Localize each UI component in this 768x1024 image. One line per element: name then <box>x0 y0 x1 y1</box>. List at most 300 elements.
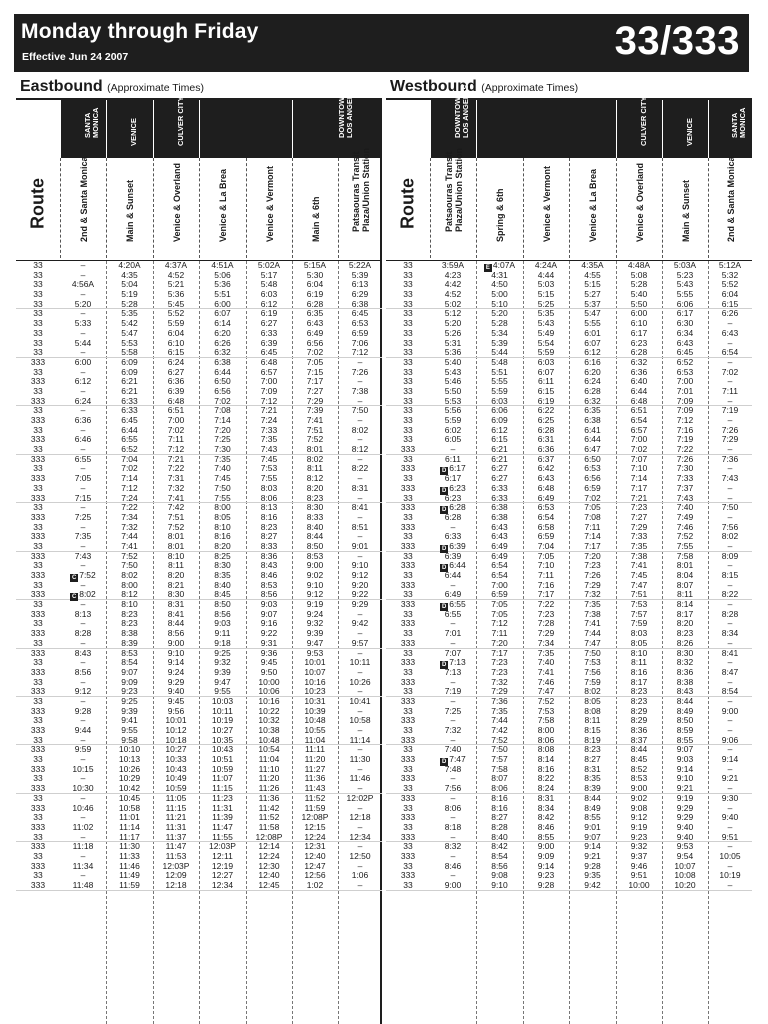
time-cell: 8:06 <box>491 783 508 794</box>
route-cell: 33 <box>33 327 43 338</box>
time-cell: 9:39 <box>121 705 138 716</box>
time-cell: 7:40 <box>537 657 555 668</box>
time-cell: 6:55 <box>121 434 138 445</box>
eastbound-title <box>20 78 204 96</box>
time-cell: 7:05 <box>491 608 508 619</box>
route-cell: 333 <box>400 637 416 648</box>
time-cell: 6:33 <box>444 531 462 542</box>
table-row <box>386 736 752 746</box>
route-cell: 333 <box>400 734 416 745</box>
time-cell: 7:53 <box>584 657 601 668</box>
time-cell: 5:02A <box>257 260 281 270</box>
table-row <box>386 629 752 639</box>
time-cell: 7:05 <box>491 599 508 610</box>
route-cell: 33 <box>33 657 43 668</box>
time-cell: 10:10 <box>118 744 141 755</box>
table-row <box>386 397 752 407</box>
route-cell: 33 <box>403 647 413 658</box>
time-cell: 5:35 <box>121 308 138 319</box>
time-cell: 6:32 <box>630 356 648 367</box>
route-cell: 33 <box>33 502 43 513</box>
time-cell: – <box>357 376 363 387</box>
time-cell: 7:45 <box>214 473 231 484</box>
time-cell: 7:59 <box>584 676 601 687</box>
time-cell: 6:09 <box>121 366 138 377</box>
time-cell: 5:21 <box>167 279 185 290</box>
time-cell: 12:40 <box>304 850 326 861</box>
time-cell: 6:21 <box>121 385 138 396</box>
table-row <box>386 552 752 562</box>
route-cell: 33 <box>33 792 43 803</box>
time-cell: 8:11 <box>168 560 184 571</box>
time-cell: 7:52 <box>491 734 508 745</box>
route-cell: 333 <box>400 502 416 513</box>
route-cell: 33 <box>33 812 43 823</box>
time-cell: – <box>80 850 86 861</box>
time-cell: 6:38 <box>584 415 601 425</box>
route-cell: 333 <box>400 773 416 784</box>
route-cell: 33 <box>403 327 413 338</box>
time-cell: – <box>357 647 363 658</box>
time-cell: 7:21 <box>260 405 278 416</box>
time-cell: 9:20 <box>351 579 369 590</box>
time-cell: 7:25 <box>214 434 231 445</box>
table-row <box>16 532 382 542</box>
table-row <box>386 455 752 465</box>
time-cell: 6:27 <box>260 318 278 329</box>
stop-name: Spring & 6th <box>495 188 505 242</box>
time-cell: 10:06 <box>258 686 280 697</box>
time-cell: 12:08P <box>301 812 329 823</box>
table-row <box>386 426 752 436</box>
time-cell: 5:50 <box>444 385 462 396</box>
time-cell: – <box>727 579 733 590</box>
time-cell: 5:28 <box>630 279 648 290</box>
time-cell: 5:20 <box>444 318 462 329</box>
time-cell: 8:04 <box>676 570 694 580</box>
table-row <box>386 833 752 843</box>
time-cell: 5:55 <box>676 289 694 300</box>
time-cell: 7:58 <box>537 715 555 726</box>
time-cell: 8:07 <box>491 773 508 784</box>
time-cell: 9:44 <box>74 725 92 735</box>
time-cell: 9:57 <box>351 637 369 648</box>
time-cell: 8:00 <box>121 579 138 590</box>
table-row <box>386 416 752 426</box>
table-row <box>386 678 752 688</box>
table-row <box>386 300 752 310</box>
area-group-label: VENICE <box>129 118 138 146</box>
time-cell: 7:52 <box>306 434 324 445</box>
route-cell: 333 <box>30 550 46 561</box>
time-cell: 9:02 <box>306 570 324 580</box>
time-cell: 10:05 <box>719 850 741 861</box>
time-cell: 1:06 <box>351 870 369 881</box>
table-row <box>386 697 752 707</box>
route-cell: 33 <box>33 754 43 765</box>
table-row <box>16 397 382 407</box>
time-cell: 7:15 <box>306 366 324 377</box>
time-cell: 8:43 <box>260 560 278 571</box>
time-cell: 6:50 <box>584 453 601 464</box>
time-cell: – <box>80 289 86 300</box>
time-cell: 6:16 <box>584 356 601 367</box>
time-cell: 9:28 <box>74 705 92 716</box>
time-cell: 9:03 <box>676 754 694 765</box>
schedule-header <box>14 14 749 72</box>
time-cell: 5:33 <box>74 318 92 329</box>
time-cell: 6:23 <box>630 337 648 348</box>
time-cell: – <box>727 783 733 794</box>
time-cell: 7:00 <box>676 376 694 387</box>
stop-name: Venice & Vermont <box>541 165 552 242</box>
table-row <box>386 435 752 445</box>
route-cell: 33 <box>33 269 43 280</box>
table-row <box>16 823 382 833</box>
time-cell: 5:32 <box>721 269 739 280</box>
stop-name: Main & 6th <box>310 196 321 242</box>
time-cell: 7:02 <box>584 492 601 503</box>
time-value: 6:28 <box>449 502 466 513</box>
route-cell: 33 <box>403 783 413 794</box>
area-group-culver-city <box>153 96 199 158</box>
time-cell: 5:53 <box>121 337 138 348</box>
time-cell: 6:43 <box>721 327 739 338</box>
time-cell: 11:52 <box>304 792 326 803</box>
time-cell: 5:27 <box>584 289 601 300</box>
time-cell: 7:37 <box>676 482 694 493</box>
time-cell: 9:35 <box>584 870 601 881</box>
route-cell: 333 <box>30 434 46 445</box>
table-row <box>386 726 752 736</box>
route-cell: 33 <box>403 666 413 677</box>
time-cell: 7:31 <box>167 473 185 484</box>
time-cell: – <box>80 715 86 726</box>
stop-header-2 <box>106 158 153 258</box>
time-cell: 7:10 <box>537 560 555 571</box>
route-cell: 33 <box>403 298 413 309</box>
table-row <box>386 368 752 378</box>
time-cell: 8:22 <box>537 773 555 784</box>
time-cell: 8:20 <box>214 540 231 551</box>
time-cell: 9:18 <box>214 637 231 648</box>
time-cell: 8:11 <box>677 589 693 600</box>
time-cell: 8:30 <box>676 647 694 658</box>
time-cell: 7:04 <box>537 540 555 551</box>
route-cell: 333 <box>30 783 46 794</box>
time-cell: 7:47 <box>537 686 555 697</box>
time-cell: 7:14 <box>584 531 601 542</box>
time-cell: 7:23 <box>491 657 508 668</box>
route-cell: 33 <box>33 540 43 551</box>
time-cell: 9:02 <box>630 792 648 803</box>
time-cell: 9:36 <box>260 647 278 658</box>
time-cell: 6:53 <box>676 366 694 377</box>
time-cell: 5:44 <box>491 347 508 358</box>
time-cell: 9:55 <box>214 686 231 697</box>
time-cell: 10:41 <box>349 695 371 706</box>
time-cell: 7:58 <box>491 763 508 774</box>
time-cell: 8:13 <box>260 502 278 513</box>
route-cell: 333 <box>30 570 46 580</box>
time-cell: 8:47 <box>721 666 739 677</box>
time-cell: – <box>80 366 86 377</box>
table-row <box>386 309 752 319</box>
area-group-label: DOWNTOWN LOS ANGELES <box>336 84 354 138</box>
time-cell: 10:11 <box>349 657 371 668</box>
route-cell: 33 <box>403 860 413 871</box>
time-cell: – <box>727 463 733 474</box>
route-cell: 33 <box>33 599 43 610</box>
route-cell: 33 <box>33 579 43 590</box>
time-cell: 11:02 <box>72 821 94 832</box>
route-cell: 333 <box>400 792 416 803</box>
time-cell: 9:45 <box>167 695 185 706</box>
time-cell: – <box>450 579 456 590</box>
time-cell: 5:44 <box>74 337 92 348</box>
time-cell: 4:35A <box>581 260 604 270</box>
time-cell: 7:23 <box>537 608 555 619</box>
time-cell: 9:58 <box>121 734 138 745</box>
table-row <box>16 619 382 629</box>
time-cell: 7:32 <box>584 589 601 600</box>
time-cell: 5:55 <box>491 376 508 387</box>
time-cell: 9:10 <box>167 647 185 658</box>
table-row <box>16 794 382 804</box>
time-cell: 6:45 <box>676 347 694 358</box>
time-cell: 6:15 <box>721 298 739 309</box>
route-cell: 333 <box>400 463 416 474</box>
time-cell: 11:04 <box>258 754 280 765</box>
westbound-title <box>390 78 578 96</box>
time-cell: 8:16 <box>537 763 555 774</box>
time-cell: 7:57 <box>630 608 648 619</box>
time-cell: 6:28 <box>444 511 462 522</box>
time-cell: 7:23 <box>630 502 648 513</box>
table-row <box>386 494 752 504</box>
time-cell: 5:10 <box>491 298 508 309</box>
time-cell: – <box>80 734 86 745</box>
time-cell: 9:10 <box>351 560 369 571</box>
route-cell: 33 <box>33 560 43 571</box>
time-cell: – <box>80 405 86 416</box>
time-cell: 1:02 <box>306 880 324 890</box>
time-cell: – <box>727 395 733 406</box>
time-cell: – <box>450 870 456 881</box>
time-cell: 8:31 <box>584 763 601 774</box>
time-cell: 7:33 <box>630 531 648 542</box>
time-cell: – <box>357 415 363 425</box>
time-cell: 7:05 <box>74 473 92 484</box>
time-cell: 9:24 <box>167 666 185 677</box>
time-cell: 6:44 <box>121 424 138 435</box>
route-cell: 333 <box>400 754 416 765</box>
time-cell: 7:41 <box>306 415 324 425</box>
time-cell: 7:56 <box>721 521 739 532</box>
time-cell: 12:50 <box>349 850 371 861</box>
time-cell: – <box>357 783 363 794</box>
time-cell: 7:50 <box>584 647 601 658</box>
time-cell: 8:07 <box>676 579 694 590</box>
route-cell: 333 <box>400 676 416 687</box>
route-cell: 33 <box>33 308 43 319</box>
time-cell: 5:51 <box>214 289 231 300</box>
time-cell: 5:19 <box>121 289 138 300</box>
time-cell: 7:43 <box>676 492 694 503</box>
time-cell: 8:50 <box>306 540 324 551</box>
route-cell: 33 <box>403 366 413 377</box>
time-cell: 11:30 <box>349 754 371 765</box>
time-cell: – <box>80 260 86 270</box>
time-cell: 7:35 <box>491 705 508 716</box>
time-cell: 10:22 <box>258 705 280 716</box>
time-cell: 8:01 <box>676 560 694 571</box>
time-cell: 7:35 <box>260 434 278 445</box>
time-cell: 8:28 <box>721 608 739 619</box>
table-row <box>16 581 382 591</box>
time-cell: 7:17 <box>306 376 324 387</box>
time-cell: 7:53 <box>630 599 648 610</box>
time-cell: 7:35 <box>584 599 601 610</box>
time-cell: 6:00 <box>74 356 92 367</box>
trip-note-marker: E <box>485 265 490 271</box>
time-cell: 5:53 <box>444 395 462 406</box>
time-cell: 11:17 <box>119 831 140 842</box>
time-cell: 6:33 <box>491 482 508 493</box>
time-cell: 7:16 <box>537 579 555 590</box>
time-cell: 8:23 <box>584 744 601 755</box>
table-row <box>16 784 382 794</box>
time-cell: 6:24 <box>74 395 92 406</box>
time-cell: 11:20 <box>258 773 280 784</box>
time-cell: 7:22 <box>537 599 555 610</box>
time-cell: 4:50 <box>491 279 508 290</box>
table-row <box>386 503 752 513</box>
time-cell: 6:12 <box>584 347 601 358</box>
time-cell: 7:52 <box>537 695 555 706</box>
table-row <box>16 445 382 455</box>
time-cell: 6:47 <box>584 444 601 455</box>
time-cell: – <box>727 560 733 571</box>
route-cell: 333 <box>400 618 416 629</box>
table-row <box>16 571 382 581</box>
time-cell: 7:32 <box>491 676 508 687</box>
time-cell: 8:53 <box>260 579 278 590</box>
time-cell: 8:19 <box>584 734 601 745</box>
time-cell: 5:26 <box>444 327 462 338</box>
time-cell: 8:18 <box>444 821 462 832</box>
westbound-rows <box>386 260 752 1024</box>
time-value: 4:07A <box>492 260 516 270</box>
time-cell: 8:00 <box>214 502 231 513</box>
time-cell: 8:46 <box>537 821 555 832</box>
table-row <box>16 871 382 881</box>
time-cell: 7:29 <box>630 521 648 532</box>
time-cell: 6:19 <box>306 289 324 300</box>
route-cell: 33 <box>403 589 413 600</box>
table-row <box>386 639 752 649</box>
route-cell: 33 <box>403 376 413 387</box>
time-cell: 6:28 <box>537 424 555 435</box>
time-cell: 11:48 <box>72 880 94 890</box>
time-cell: 7:24 <box>260 415 278 425</box>
table-row <box>16 329 382 339</box>
time-cell: 12:45 <box>258 880 280 890</box>
table-row <box>16 368 382 378</box>
time-cell: 5:49 <box>537 327 555 338</box>
time-cell: – <box>727 695 733 706</box>
time-cell: 6:21 <box>491 444 508 455</box>
time-cell: 6:48 <box>167 395 185 406</box>
time-cell: 8:23 <box>121 618 138 629</box>
time-cell: 6:54 <box>630 415 648 425</box>
table-row <box>16 697 382 707</box>
route-column-header <box>386 100 430 258</box>
time-cell: 12:14 <box>258 841 280 852</box>
area-group-santa-monica <box>708 100 752 158</box>
table-row <box>16 658 382 668</box>
route-cell: 33 <box>33 831 43 842</box>
time-cell: 4:23 <box>444 269 462 280</box>
time-cell: 8:16 <box>630 666 648 677</box>
time-cell: 10:16 <box>258 695 280 706</box>
time-cell: – <box>80 657 86 668</box>
area-group-blank <box>476 100 616 158</box>
time-cell: 8:39 <box>121 637 138 648</box>
time-cell: 8:45 <box>214 589 231 600</box>
time-cell: 8:25 <box>214 550 231 561</box>
time-cell: 6:07 <box>537 366 555 377</box>
time-cell: 5:20 <box>491 308 508 319</box>
time-cell: 7:19 <box>721 405 739 416</box>
table-row <box>16 813 382 823</box>
time-cell: 8:23 <box>676 628 694 639</box>
time-cell: – <box>80 308 86 319</box>
area-group-label: VENICE <box>684 118 694 146</box>
table-row <box>16 416 382 426</box>
route-cell: 33 <box>33 347 43 358</box>
time-cell: 6:25 <box>537 415 555 425</box>
route-cell: 33 <box>403 453 413 464</box>
time-cell: 7:29 <box>721 434 739 445</box>
time-cell: 5:52 <box>721 279 739 290</box>
time-cell: – <box>727 821 733 832</box>
time-cell: 7:04 <box>121 453 138 464</box>
time-cell: 7:45 <box>630 570 648 580</box>
time-cell: 7:15 <box>74 492 92 503</box>
time-cell: 9:08 <box>491 870 508 881</box>
time-cell: 6:13 <box>351 279 369 290</box>
time-cell: 8:15 <box>584 725 601 735</box>
time-cell: 5:51 <box>491 366 508 377</box>
route-cell: 33 <box>403 744 413 755</box>
time-cell: 10:32 <box>258 715 280 726</box>
time-cell: 6:49 <box>491 550 508 561</box>
time-cell: – <box>450 695 456 706</box>
route-cell: 33 <box>403 308 413 319</box>
time-cell: – <box>357 453 363 464</box>
time-cell: 5:35 <box>537 308 555 319</box>
route-cell: 33 <box>403 686 413 697</box>
time-cell: – <box>357 511 363 522</box>
route-cell: 33 <box>33 337 43 348</box>
time-cell: 5:28 <box>121 298 138 309</box>
table-row <box>16 503 382 513</box>
time-cell: 9:10 <box>491 880 508 890</box>
time-value: 7:47 <box>449 754 466 765</box>
time-cell: 9:07 <box>260 608 278 619</box>
time-cell: 6:43 <box>676 337 694 348</box>
